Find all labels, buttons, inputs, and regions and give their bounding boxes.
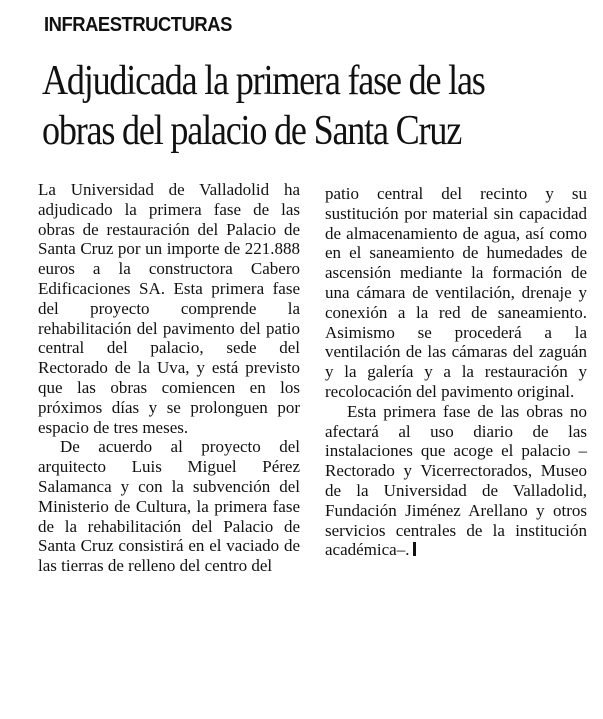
headline xyxy=(42,56,582,156)
right-paragraph-2: Esta primera fase de las obras no afectará al uso diario de las instalaciones que acoge el palacio –Rectorado y Vicerrectorados, Museo de la Universidad de Valladolid, Fundación Jiménez Arellano y otros servicios centrales de la institución académica–. xyxy=(325,401,587,560)
end-of-article-mark xyxy=(413,542,416,556)
left-paragraph-1: La Universidad de Valladolid ha adjudicado la primera fase de las obras de restauración del Palacio de Santa Cruz por un importe de 221.888 euros a la constructora Cabero Edificaciones SA. Esta primera fase del proyecto comprende la rehabilitación del pavimento del patio central del palacio, sede del Rectorado de la Uva, y está previsto que las obras comiencen en los próximos días y se prolonguen por espacio de tres meses. xyxy=(38,180,300,437)
headline-line-2: obras del palacio de Santa Cruz xyxy=(42,108,462,154)
right-paragraph-1: patio central del recinto y su sustitución por material sin capacidad de almacenamiento de agua, así como en el saneamiento de humedades de ascensión mediante la formación de una cámara de ventilación, drenaje y conexión a la red de saneamiento. Asimismo se procederá a la ventilación de las cámaras del zaguán y la galería y a la restauración y recolocación del pavimento original. xyxy=(325,184,587,401)
right-paragraph-2-wrapper xyxy=(325,402,587,560)
section-label: INFRAESTRUCTURAS xyxy=(44,14,232,36)
headline-line-1: Adjudicada la primera fase de las xyxy=(42,58,485,104)
left-paragraph-2: De acuerdo al proyecto del arquitecto Luis Miguel Pérez Salamanca y con la subvención del Ministerio de Cultura, la primera fase de la rehabilitación del Palacio de Santa Cruz consistirá en el vaciado de las tierras de relleno del centro del xyxy=(38,437,300,576)
left-column xyxy=(38,180,300,576)
right-column xyxy=(325,184,587,560)
